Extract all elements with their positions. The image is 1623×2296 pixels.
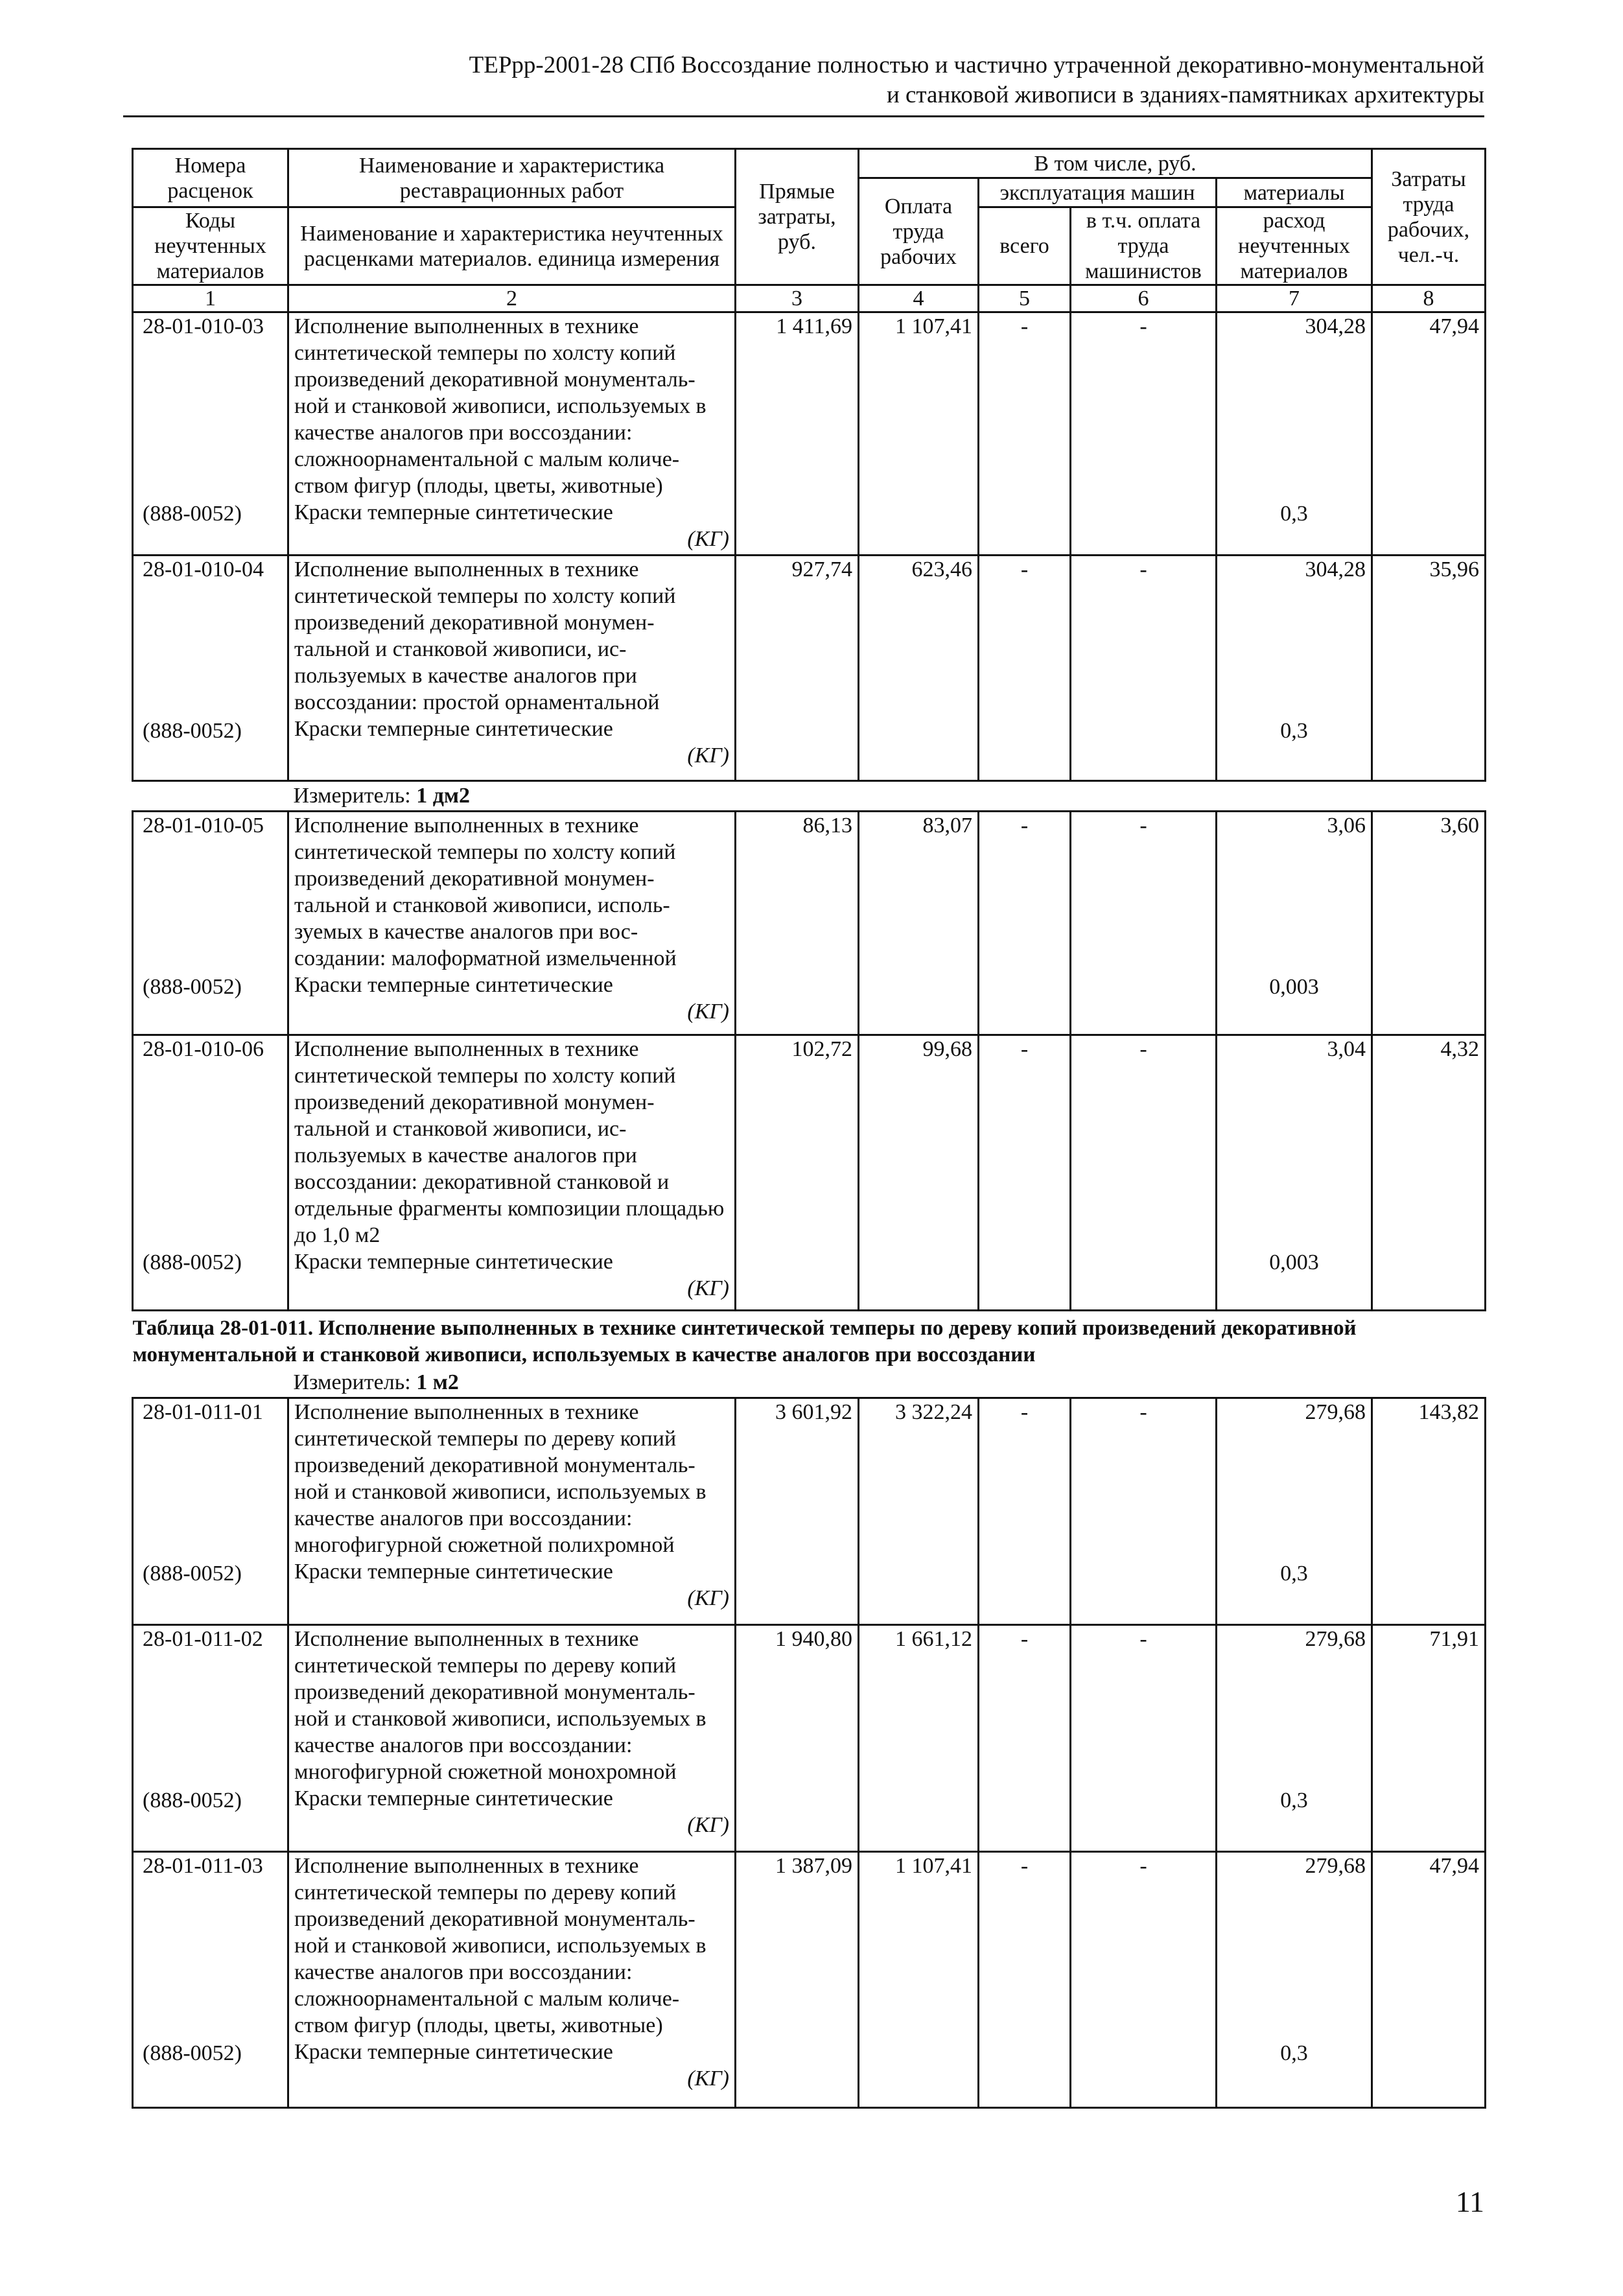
material-unit: (КГ) bbox=[687, 744, 729, 767]
col2-head-bottom: Наименование и характеристика неучтенных расценками материалов. единица измерения bbox=[288, 207, 736, 285]
col8-head: Затраты труда рабочих, чел.-ч. bbox=[1372, 149, 1486, 285]
rate-code-cell bbox=[133, 312, 288, 556]
labor-pay: 99,68 bbox=[859, 1035, 979, 1311]
labor-hours: 47,94 bbox=[1372, 1852, 1486, 2108]
materials-cell bbox=[1217, 1852, 1372, 2108]
description-cell bbox=[288, 1035, 736, 1311]
description-cell bbox=[288, 812, 736, 1035]
materials-cost: 279,68 bbox=[1305, 1400, 1366, 1424]
machines-total: - bbox=[979, 1625, 1071, 1852]
machinist-pay: - bbox=[1071, 1398, 1217, 1625]
material-qty: 0,3 bbox=[1280, 1788, 1308, 1812]
material-name: Краски темперные синтетические bbox=[294, 1560, 613, 1584]
material-unit: (КГ) bbox=[687, 1000, 729, 1024]
group-head: В том числе, руб. bbox=[859, 149, 1372, 178]
col3-head: Прямые затраты, руб. bbox=[736, 149, 859, 285]
rate-code-cell bbox=[133, 1035, 288, 1311]
machines-total: - bbox=[979, 1852, 1071, 2108]
rates-table bbox=[132, 148, 1486, 2109]
machines-head: эксплуатация машин bbox=[979, 178, 1217, 207]
material-code: (888-0052) bbox=[143, 1250, 242, 1274]
labor-pay: 1 107,41 bbox=[859, 312, 979, 556]
col5-head: всего bbox=[979, 207, 1071, 285]
col6-head: в т.ч. оплата труда машинистов bbox=[1071, 207, 1217, 285]
material-name: Краски темперные синтетические bbox=[294, 973, 613, 997]
materials-cell bbox=[1217, 812, 1372, 1035]
work-description: Исполнение выполненных в технике синтетической темперы по холсту копий произведений декоративной монументаль-ной и станковой живописи, используемых в качестве аналогов при воссоздании: сложноорнаментальной с малым количе-ством фигур (плоды, цветы, животные) bbox=[294, 314, 706, 498]
materials-cell bbox=[1217, 1625, 1372, 1852]
materials-cost: 3,04 bbox=[1327, 1037, 1366, 1061]
material-qty: 0,3 bbox=[1280, 719, 1308, 743]
materials-cost: 3,06 bbox=[1327, 814, 1366, 838]
machinist-pay: - bbox=[1071, 1852, 1217, 2108]
rate-code-cell bbox=[133, 556, 288, 781]
labor-pay: 1 107,41 bbox=[859, 1852, 979, 2108]
material-unit: (КГ) bbox=[687, 2067, 729, 2091]
page-number: 11 bbox=[1455, 2185, 1484, 2218]
work-description: Исполнение выполненных в технике синтетической темперы по холсту копий произведений декоративной монумен-тальной и станковой живописи, исполь-зуемых в качестве аналогов при вос-создании: малоформатной измельченной bbox=[294, 814, 677, 970]
material-code: (888-0052) bbox=[143, 1788, 242, 1812]
material-unit: (КГ) bbox=[687, 1813, 729, 1837]
machinist-pay: - bbox=[1071, 1625, 1217, 1852]
meter-label bbox=[133, 1368, 1486, 1398]
direct-cost: 86,13 bbox=[736, 812, 859, 1035]
work-description: Исполнение выполненных в технике синтетической темперы по дереву копий произведений декоративной монументаль-ной и станковой живописи, используемых в качестве аналогов при воссоздании: многофигурной сюжетной монохромной bbox=[294, 1627, 706, 1784]
rate-code: 28-01-011-02 bbox=[143, 1627, 263, 1651]
material-name: Краски темперные синтетические bbox=[294, 717, 613, 741]
machines-total: - bbox=[979, 812, 1071, 1035]
labor-hours: 35,96 bbox=[1372, 556, 1486, 781]
table-body bbox=[133, 312, 1486, 2108]
material-qty: 0,003 bbox=[1269, 975, 1319, 999]
machinist-pay: - bbox=[1071, 556, 1217, 781]
labor-hours: 143,82 bbox=[1372, 1398, 1486, 1625]
table-row bbox=[133, 312, 1486, 556]
col-number-8: 8 bbox=[1372, 285, 1486, 312]
meter-label bbox=[133, 781, 1486, 812]
rate-code: 28-01-010-06 bbox=[143, 1037, 264, 1061]
col-number-7: 7 bbox=[1217, 285, 1372, 312]
machines-total: - bbox=[979, 1398, 1071, 1625]
col-number-4: 4 bbox=[859, 285, 979, 312]
table-row bbox=[133, 812, 1486, 1035]
materials-cell bbox=[1217, 1398, 1372, 1625]
labor-pay: 83,07 bbox=[859, 812, 979, 1035]
table-caption-row bbox=[133, 1311, 1486, 1369]
labor-pay: 3 322,24 bbox=[859, 1398, 979, 1625]
material-code: (888-0052) bbox=[143, 2041, 242, 2065]
material-code: (888-0052) bbox=[143, 1562, 242, 1586]
labor-pay: 1 661,12 bbox=[859, 1625, 979, 1852]
direct-cost: 1 387,09 bbox=[736, 1852, 859, 2108]
labor-pay: 623,46 bbox=[859, 556, 979, 781]
material-code: (888-0052) bbox=[143, 719, 242, 743]
labor-hours: 71,91 bbox=[1372, 1625, 1486, 1852]
rate-code-cell bbox=[133, 812, 288, 1035]
labor-hours: 3,60 bbox=[1372, 812, 1486, 1035]
col-number-1: 1 bbox=[133, 285, 288, 312]
col-number-5: 5 bbox=[979, 285, 1071, 312]
materials-head: материалы bbox=[1217, 178, 1372, 207]
meter-prefix: Измеритель: bbox=[293, 1370, 417, 1394]
material-qty: 0,3 bbox=[1280, 502, 1308, 526]
meter-row bbox=[133, 1368, 1486, 1398]
work-description: Исполнение выполненных в технике синтетической темперы по холсту копий произведений декоративной монумен-тальной и станковой живописи, ис-пользуемых в качестве аналогов при воссоздании: простой орнаментальной bbox=[294, 557, 676, 714]
header-line-1: ТЕРрр-2001-28 СПб Воссоздание полностью и частично утраченной декоративно-монументальной bbox=[469, 52, 1484, 78]
material-name: Краски темперные синтетические bbox=[294, 1786, 613, 1810]
materials-cell bbox=[1217, 312, 1372, 556]
rate-code: 28-01-011-03 bbox=[143, 1854, 263, 1878]
table-row bbox=[133, 1852, 1486, 2108]
col4-head: Оплата труда рабочих bbox=[859, 178, 979, 285]
material-name: Краски темперные синтетические bbox=[294, 2040, 613, 2064]
rate-code: 28-01-010-04 bbox=[143, 557, 264, 581]
labor-hours: 4,32 bbox=[1372, 1035, 1486, 1311]
materials-cell bbox=[1217, 556, 1372, 781]
material-name: Краски темперные синтетические bbox=[294, 1250, 613, 1274]
table-row bbox=[133, 1398, 1486, 1625]
labor-hours: 47,94 bbox=[1372, 312, 1486, 556]
table-row bbox=[133, 1035, 1486, 1311]
material-code: (888-0052) bbox=[143, 975, 242, 999]
rates-sheet bbox=[132, 148, 1484, 2109]
direct-cost: 3 601,92 bbox=[736, 1398, 859, 1625]
meter-prefix: Измеритель: bbox=[293, 784, 417, 808]
material-code: (888-0052) bbox=[143, 502, 242, 526]
material-unit: (КГ) bbox=[687, 1276, 729, 1300]
meter-row bbox=[133, 781, 1486, 812]
material-unit: (КГ) bbox=[687, 1586, 729, 1610]
direct-cost: 1 411,69 bbox=[736, 312, 859, 556]
rate-code-cell bbox=[133, 1625, 288, 1852]
direct-cost: 927,74 bbox=[736, 556, 859, 781]
table-row bbox=[133, 1625, 1486, 1852]
col7-head: расход неучтенных материалов bbox=[1217, 207, 1372, 285]
material-qty: 0,3 bbox=[1280, 1562, 1308, 1586]
machinist-pay: - bbox=[1071, 312, 1217, 556]
col-number-2: 2 bbox=[288, 285, 736, 312]
rate-code-cell bbox=[133, 1852, 288, 2108]
description-cell bbox=[288, 1398, 736, 1625]
materials-cost: 279,68 bbox=[1305, 1854, 1366, 1878]
material-name: Краски темперные синтетические bbox=[294, 500, 613, 524]
materials-cost: 304,28 bbox=[1305, 557, 1366, 581]
machinist-pay: - bbox=[1071, 1035, 1217, 1311]
table-caption: Таблица 28-01-011. Исполнение выполненных в технике синтетической темперы по дереву копий произведений декоративной монументальной и станковой живописи, используемых в качестве аналогов при воссоздании bbox=[132, 1317, 1357, 1366]
header-rule bbox=[123, 115, 1484, 117]
materials-cost: 279,68 bbox=[1305, 1627, 1366, 1651]
material-unit: (КГ) bbox=[687, 527, 729, 551]
rate-code: 28-01-010-05 bbox=[143, 814, 264, 838]
machinist-pay: - bbox=[1071, 812, 1217, 1035]
rate-code: 28-01-011-01 bbox=[143, 1400, 263, 1424]
materials-cell bbox=[1217, 1035, 1372, 1311]
description-cell bbox=[288, 1852, 736, 2108]
col1-head-bottom: Коды неучтенных материалов bbox=[133, 207, 288, 285]
col1-head-top: Номера расценок bbox=[133, 149, 288, 207]
rate-code-cell bbox=[133, 1398, 288, 1625]
direct-cost: 1 940,80 bbox=[736, 1625, 859, 1852]
work-description: Исполнение выполненных в технике синтетической темперы по холсту копий произведений декоративной монумен-тальной и станковой живописи, ис-пользуемых в качестве аналогов при воссоздании: декоративной станковой и отдельные фрагменты композиции площадью до 1,0 м2 bbox=[294, 1037, 725, 1247]
col-number-6: 6 bbox=[1071, 285, 1217, 312]
meter-value: 1 дм2 bbox=[416, 784, 471, 808]
meter-value: 1 м2 bbox=[416, 1370, 459, 1394]
work-description: Исполнение выполненных в технике синтетической темперы по дереву копий произведений декоративной монументаль-ной и станковой живописи, используемых в качестве аналогов при воссоздании: сложноорнаментальной с малым количе-ством фигур (плоды, цветы, животные) bbox=[294, 1854, 706, 2037]
work-description: Исполнение выполненных в технике синтетической темперы по дереву копий произведений декоративной монументаль-ной и станковой живописи, используемых в качестве аналогов при воссоздании: многофигурной сюжетной полихромной bbox=[294, 1400, 706, 1557]
col2-head-top: Наименование и характеристика реставрационных работ bbox=[288, 149, 736, 207]
header-line-2: и станковой живописи в зданиях-памятниках архитектуры bbox=[886, 82, 1484, 108]
direct-cost: 102,72 bbox=[736, 1035, 859, 1311]
rate-code: 28-01-010-03 bbox=[143, 314, 264, 338]
col-number-3: 3 bbox=[736, 285, 859, 312]
table-row bbox=[133, 556, 1486, 781]
machines-total: - bbox=[979, 1035, 1071, 1311]
description-cell bbox=[288, 1625, 736, 1852]
material-qty: 0,3 bbox=[1280, 2041, 1308, 2065]
machines-total: - bbox=[979, 312, 1071, 556]
machines-total: - bbox=[979, 556, 1071, 781]
material-qty: 0,003 bbox=[1269, 1250, 1319, 1274]
materials-cost: 304,28 bbox=[1305, 314, 1366, 338]
running-header bbox=[469, 51, 1484, 110]
table-head bbox=[133, 149, 1486, 312]
description-cell bbox=[288, 312, 736, 556]
description-cell bbox=[288, 556, 736, 781]
